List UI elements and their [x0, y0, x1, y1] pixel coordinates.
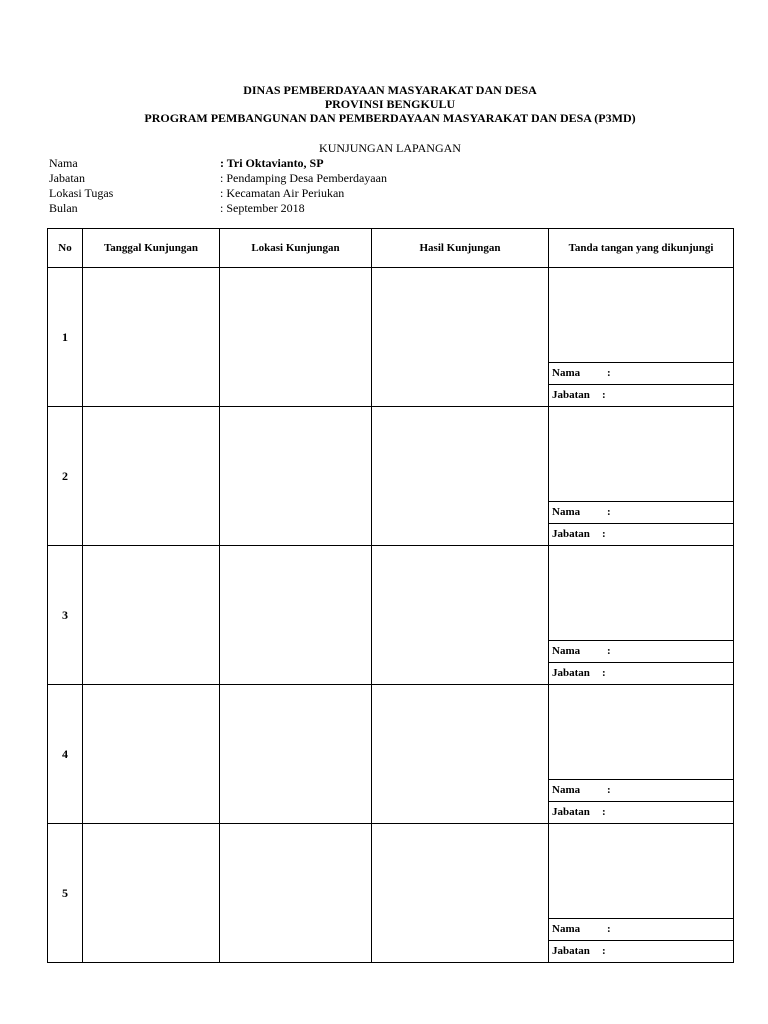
signature-nama-label: Nama — [552, 923, 581, 935]
header-tanda-tangan: Tanda tangan yang dikunjungi — [549, 229, 734, 268]
info-label-lokasi: Lokasi Tugas — [49, 186, 114, 200]
signature-nama-line — [549, 779, 733, 801]
signature-nama-label: Nama — [552, 784, 581, 796]
info-label-bulan: Bulan — [49, 201, 78, 215]
info-value-jabatan: : Pendamping Desa Pemberdayaan — [220, 171, 387, 185]
signature-nama-colon: : — [607, 784, 611, 796]
header-hasil: Hasil Kunjungan — [372, 229, 549, 268]
signature-cell[interactable] — [549, 685, 734, 824]
signature-nama-colon: : — [607, 645, 611, 657]
lokasi-cell[interactable] — [220, 685, 372, 824]
hasil-cell[interactable] — [372, 268, 549, 407]
signature-jabatan-line — [549, 523, 733, 545]
info-value-lokasi: : Kecamatan Air Periukan — [220, 186, 345, 200]
table-row — [48, 546, 734, 685]
signature-nama-colon: : — [607, 367, 611, 379]
signature-jabatan-line — [549, 801, 733, 823]
lokasi-cell[interactable] — [220, 546, 372, 685]
table-row — [48, 685, 734, 824]
signature-area[interactable] — [549, 268, 733, 362]
signature-nama-colon: : — [607, 923, 611, 935]
tanggal-cell[interactable] — [83, 824, 220, 963]
signature-nama-line — [549, 640, 733, 662]
signature-cell[interactable] — [549, 546, 734, 685]
info-label-nama: Nama — [49, 156, 78, 170]
hasil-cell[interactable] — [372, 824, 549, 963]
signature-jabatan-line — [549, 662, 733, 684]
info-label-jabatan: Jabatan — [49, 171, 85, 185]
header-tanggal: Tanggal Kunjungan — [83, 229, 220, 268]
document-title: KUNJUNGAN LAPANGAN — [319, 141, 461, 155]
hasil-cell[interactable] — [372, 685, 549, 824]
hasil-cell[interactable] — [372, 546, 549, 685]
signature-nama-line — [549, 362, 733, 384]
signature-jabatan-label: Jabatan — [552, 806, 590, 818]
table-row — [48, 824, 734, 963]
tanggal-cell[interactable] — [83, 407, 220, 546]
lokasi-cell[interactable] — [220, 407, 372, 546]
table-row — [48, 268, 734, 407]
signature-block — [549, 407, 733, 545]
signature-area[interactable] — [549, 685, 733, 779]
lokasi-cell[interactable] — [220, 268, 372, 407]
row-number: 1 — [48, 268, 83, 407]
signature-jabatan-colon: : — [602, 667, 606, 679]
signature-area[interactable] — [549, 824, 733, 918]
header-province: PROVINSI BENGKULU — [324, 97, 456, 111]
signature-jabatan-label: Jabatan — [552, 945, 590, 957]
row-number: 5 — [48, 824, 83, 963]
tanggal-cell[interactable] — [83, 268, 220, 407]
signature-jabatan-colon: : — [602, 945, 606, 957]
signature-jabatan-line — [549, 384, 733, 406]
signature-nama-label: Nama — [552, 645, 581, 657]
signature-jabatan-label: Jabatan — [552, 667, 590, 679]
signature-cell[interactable] — [549, 268, 734, 407]
signature-block — [549, 268, 733, 406]
lokasi-cell[interactable] — [220, 824, 372, 963]
signature-block — [549, 546, 733, 684]
visit-table — [47, 228, 734, 963]
signature-nama-line — [549, 918, 733, 940]
signature-jabatan-colon: : — [602, 389, 606, 401]
signature-jabatan-label: Jabatan — [552, 389, 590, 401]
hasil-cell[interactable] — [372, 407, 549, 546]
signature-nama-label: Nama — [552, 367, 581, 379]
row-number: 4 — [48, 685, 83, 824]
header-agency: DINAS PEMBERDAYAAN MASYARAKAT DAN DESA — [243, 83, 537, 97]
header-lokasi: Lokasi Kunjungan — [220, 229, 372, 268]
info-value-bulan: : September 2018 — [220, 201, 305, 215]
signature-jabatan-colon: : — [602, 528, 606, 540]
signature-jabatan-line — [549, 940, 733, 962]
signature-cell[interactable] — [549, 824, 734, 963]
signature-cell[interactable] — [549, 407, 734, 546]
signature-nama-label: Nama — [552, 506, 581, 518]
signature-nama-colon: : — [607, 506, 611, 518]
tanggal-cell[interactable] — [83, 685, 220, 824]
header-no: No — [48, 229, 83, 268]
header-program: PROGRAM PEMBANGUNAN DAN PEMBERDAYAAN MASYARAKAT DAN DESA (P3MD) — [144, 111, 636, 125]
signature-nama-line — [549, 501, 733, 523]
row-number: 2 — [48, 407, 83, 546]
signature-block — [549, 824, 733, 962]
signature-block — [549, 685, 733, 823]
table-header-row — [48, 229, 734, 268]
signature-area[interactable] — [549, 546, 733, 640]
tanggal-cell[interactable] — [83, 546, 220, 685]
row-number: 3 — [48, 546, 83, 685]
info-value-nama: : Tri Oktavianto, SP — [220, 156, 324, 170]
signature-jabatan-label: Jabatan — [552, 528, 590, 540]
signature-area[interactable] — [549, 407, 733, 501]
table-row — [48, 407, 734, 546]
signature-jabatan-colon: : — [602, 806, 606, 818]
